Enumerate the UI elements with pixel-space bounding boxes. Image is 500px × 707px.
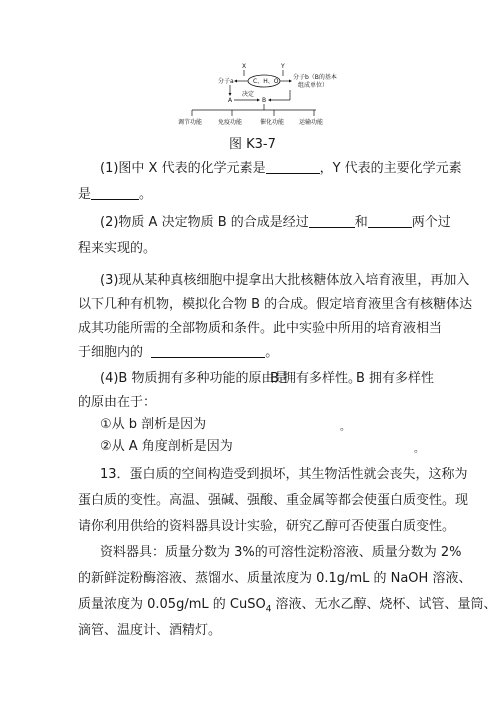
- q4-line1b: B 拥有多样性。: [270, 371, 362, 386]
- q2-line2: 程来实现的。: [78, 241, 157, 256]
- figure-caption: 图 K3-7: [229, 137, 276, 152]
- q1-line2: [78, 186, 152, 204]
- q3-text-4b: 。: [265, 345, 279, 360]
- q1-text-2: ，Y 代表的主要化学元素: [319, 161, 462, 176]
- q4-line1: [100, 370, 287, 388]
- q13-text-6a: 质量浓度为 0.05g/mL 的 CuSO: [78, 597, 266, 612]
- q1-text-3: 是: [78, 187, 92, 202]
- q3-line1: (3)现从某种真核细胞中提拿出大批核糖体放入培育液里，再加入: [100, 273, 470, 288]
- molecule-b-label-2: 组成单位）: [298, 82, 329, 89]
- q13-text-6-sub: 4: [265, 604, 272, 615]
- q1-text-4: 。: [139, 187, 153, 202]
- q2-text-1: (2)物质 A 决定物质 B 的合成是经过: [100, 215, 309, 230]
- q2-text-3: 两个过: [411, 215, 451, 230]
- determine-label: 决定: [242, 91, 255, 98]
- function-immune: 免疫功能: [218, 119, 243, 126]
- q4-line4-dot: 。: [414, 444, 424, 455]
- q13-line6: [78, 596, 497, 619]
- q13-line2: 蛋白质的变性。高温、强碱、强酸、重金属等都会使蛋白质变性。现: [78, 493, 469, 508]
- diagram-svg: [178, 60, 337, 132]
- q4-line3: ①从 b 剖析是因为: [100, 417, 207, 432]
- q2-line1: [100, 214, 451, 232]
- q4-line3-dot: 。: [340, 422, 350, 433]
- q13-line3: 请你利用供给的资料器具设计实验，研究乙醇可否使蛋白质变性。: [78, 519, 456, 534]
- q13-line1: 13．蛋白质的空间构造受到损坏，其生物活性就会丧失，这称为: [100, 467, 468, 482]
- a-label: A: [228, 97, 233, 104]
- function-regulate: 调节功能: [178, 119, 203, 126]
- q13-text-6b: 溶液、无水乙醇、烧杯、试管、量筒、: [271, 597, 497, 612]
- chon-label: C、H、O: [253, 78, 279, 85]
- molecule-b-label: 分子b（B的基本: [293, 74, 337, 81]
- q2-blank-1[interactable]: [309, 214, 355, 228]
- q4-line4: ②从 A 角度剖析是因为: [100, 439, 233, 454]
- x-label: X: [242, 63, 247, 70]
- q13-line7: 滴管、温度计、酒精灯。: [78, 623, 222, 638]
- q3-line4: [78, 344, 278, 362]
- q4-text-1a: (4)B 物质拥有多种功能的原由是: [100, 371, 288, 386]
- b-label: B: [262, 97, 267, 104]
- function-transport: 运输功能: [299, 119, 324, 126]
- q3-blank[interactable]: [151, 344, 265, 358]
- q1-blank-2[interactable]: [91, 186, 139, 200]
- q3-line3: 成其功能所需的全部物质和条件。此中实验中所用的培育液相当: [78, 321, 443, 336]
- q3-text-4a: 于细胞内的: [78, 345, 144, 360]
- q3-line2: 以下几种有机物，模拟化合物 B 的合成。假定培育液里含有核糖体达: [78, 297, 473, 312]
- q4-line2: 的原由在于：: [78, 395, 157, 410]
- q2-text-2: 和: [354, 215, 368, 230]
- y-label: Y: [281, 63, 285, 70]
- q1-blank-1[interactable]: [266, 160, 320, 174]
- protein-concept-diagram: [178, 60, 337, 132]
- q1-text-1: (1)图中 X 代表的化学元素是: [100, 161, 266, 176]
- q2-blank-2[interactable]: [368, 214, 412, 228]
- q13-line4: 资料器具：质量分数为 3%的可溶性淀粉溶液、质量分数为 2%: [100, 545, 462, 560]
- molecule-a-label: 分子a: [218, 78, 234, 85]
- q13-line5: 的新鲜淀粉酶溶液、蒸馏水、质量浓度为 0.1g/mL 的 NaOH 溶液、: [78, 571, 472, 586]
- q1-line1: [100, 160, 462, 178]
- q4-line1c: B 拥有多样性: [356, 371, 435, 386]
- function-catalysis: 催化功能: [260, 119, 285, 126]
